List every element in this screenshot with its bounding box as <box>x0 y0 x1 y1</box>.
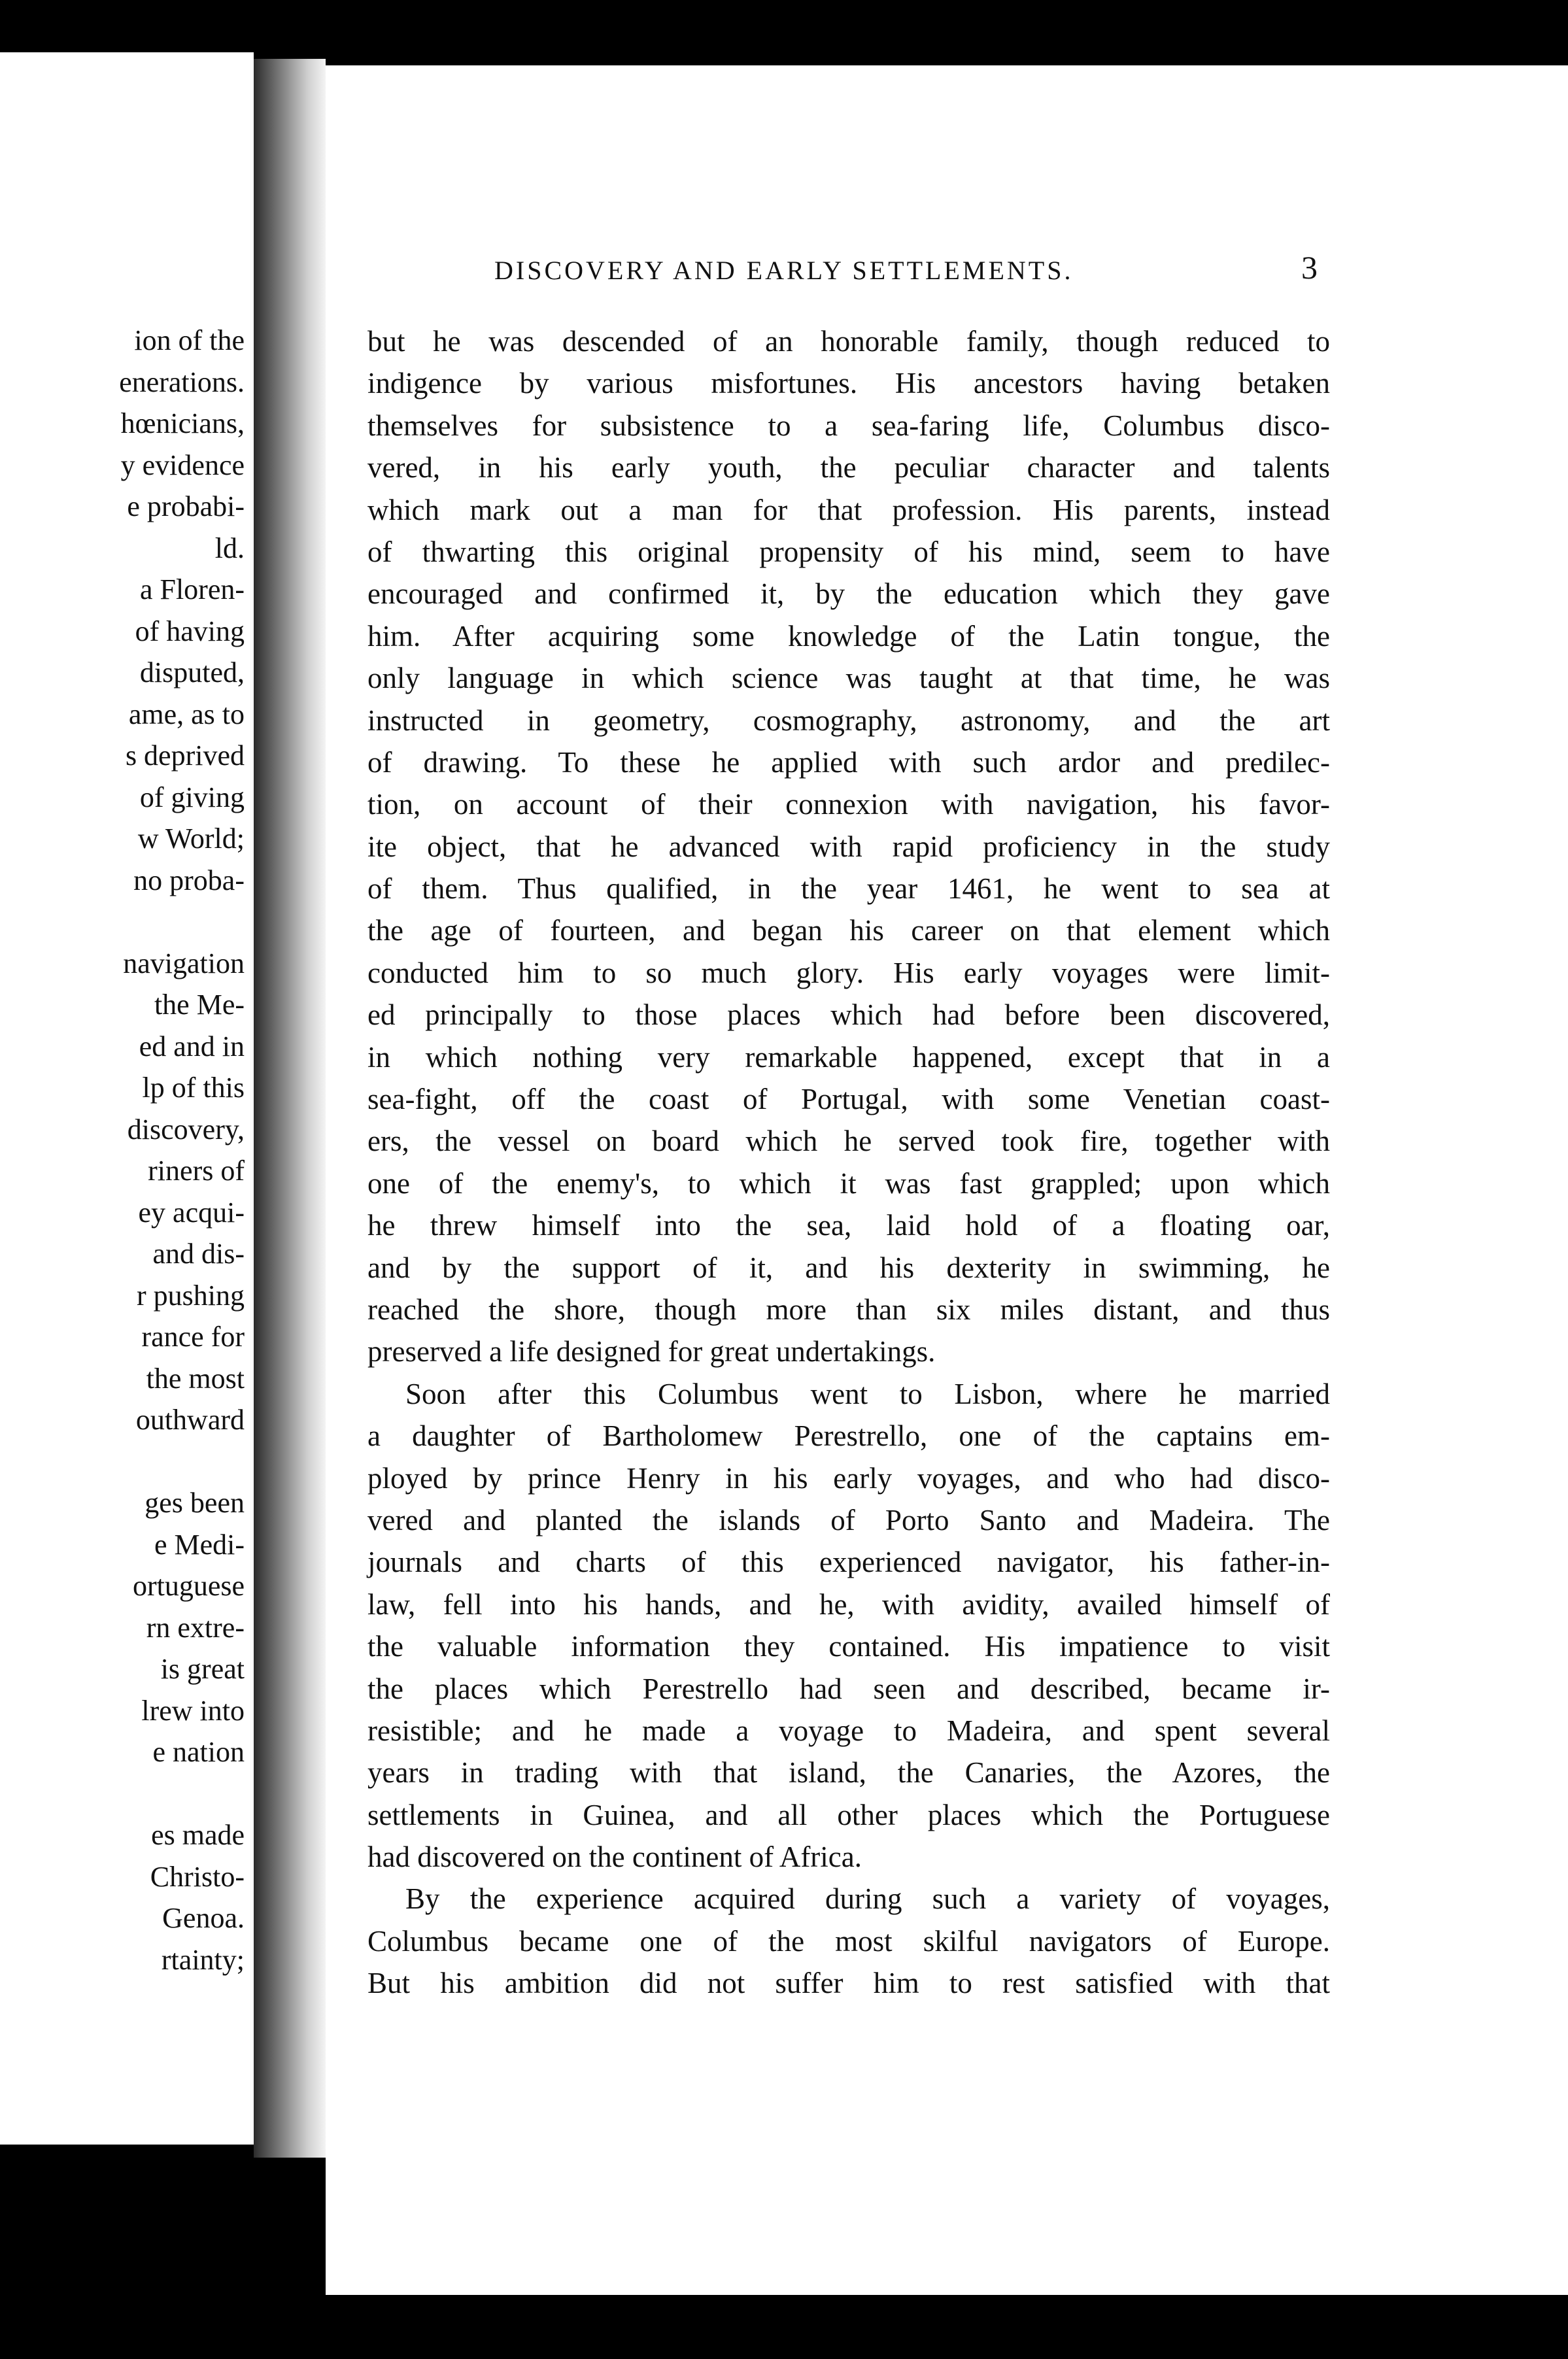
text-line: ers, the vessel on board which he served took fire, together with <box>367 1125 1330 1158</box>
text-line: But his ambition did not suffer him to rest satisfied with that <box>367 1967 1330 2000</box>
facing-page-line: e Medi- <box>154 1528 245 1561</box>
facing-page-line: of having <box>135 615 245 647</box>
facing-page-line: enerations. <box>119 365 245 398</box>
text-line: By the experience acquired during such a variety of voyages, <box>405 1882 1330 1916</box>
text-line: themselves for subsistence to a sea-faring life, Columbus disco- <box>367 409 1330 442</box>
text-line: a daughter of Bartholomew Perestrello, one of the captains em- <box>367 1419 1330 1453</box>
facing-page-line: discovery, <box>127 1113 245 1146</box>
facing-page-line: ges been <box>145 1487 245 1519</box>
paragraph <box>367 1373 1330 1878</box>
text-line: he threw himself into the sea, laid hold of a floating oar, <box>367 1209 1330 1242</box>
text-line: and by the support of it, and his dexterity in swimming, he <box>367 1251 1330 1284</box>
facing-page-line: e nation <box>152 1736 245 1768</box>
running-head: DISCOVERY AND EARLY SETTLEMENTS. <box>494 256 1074 285</box>
facing-page-line: is great <box>160 1653 245 1685</box>
text-line: ed principally to those places which had before been discovered, <box>367 998 1330 1032</box>
text-line: the valuable information they contained. His impatience to visit <box>367 1630 1330 1663</box>
text-line: years in trading with that island, the Canaries, the Azores, the <box>367 1756 1330 1790</box>
text-line: vered and planted the islands of Porto Santo and Madeira. The <box>367 1503 1330 1536</box>
facing-page-line: ion of the <box>134 324 245 356</box>
facing-page-line: riners of <box>148 1155 245 1187</box>
text-line: but he was descended of an honorable family, though reduced to <box>367 325 1330 358</box>
facing-page-line: a Floren- <box>139 573 245 605</box>
facing-page-line: ld. <box>214 532 245 564</box>
text-line: one of the enemy's, to which it was fast grappled; upon which <box>367 1166 1330 1200</box>
facing-page-line: lp of this <box>142 1072 245 1104</box>
facing-page-line: w World; <box>137 823 245 855</box>
text-line: preserved a life designed for great undertakings. <box>367 1335 936 1368</box>
facing-page-line: ed and in <box>139 1030 245 1062</box>
paragraph <box>367 1878 1330 2004</box>
facing-page-line: hœnicians, <box>120 407 245 439</box>
text-line: ployed by prince Henry in his early voyages, and who had disco- <box>367 1461 1330 1495</box>
text-line: vered, in his early youth, the peculiar character and talents <box>367 451 1330 484</box>
text-line: tion, on account of their connexion with navigation, his favor- <box>367 788 1330 821</box>
text-line: the age of fourteen, and began his career on that element which <box>367 914 1330 947</box>
facing-page-line: rance for <box>141 1321 245 1353</box>
facing-page-line: outhward <box>135 1404 245 1436</box>
text-line: of thwarting this original propensity of his mind, seem to have <box>367 535 1330 568</box>
book-gutter <box>254 59 326 2158</box>
text-line: encouraged and confirmed it, by the education which they gave <box>367 577 1330 611</box>
facing-page-line: no proba- <box>133 864 245 896</box>
facing-page-line: rn extre- <box>146 1611 245 1644</box>
text-line: law, fell into his hands, and he, with avidity, availed himself of <box>367 1587 1330 1621</box>
page-number: 3 <box>1301 249 1318 286</box>
facing-page-line: disputed, <box>139 656 245 688</box>
text-line: the places which Perestrello had seen and described, became ir- <box>367 1672 1330 1705</box>
text-line: sea-fight, off the coast of Portugal, with some Venetian coast- <box>367 1083 1330 1116</box>
text-line: ite object, that he advanced with rapid proficiency in the study <box>367 830 1330 863</box>
facing-page <box>0 52 254 2145</box>
facing-page-line: s deprived <box>125 739 245 772</box>
facing-page-line: ame, as to <box>128 698 245 730</box>
text-line: reached the shore, though more than six miles distant, and thus <box>367 1293 1330 1326</box>
text-line: resistible; and he made a voyage to Madeira, and spent several <box>367 1714 1330 1747</box>
facing-page-line: lrew into <box>141 1694 245 1727</box>
facing-page-line: ey acqui- <box>138 1196 245 1229</box>
facing-page-line: of giving <box>139 781 245 813</box>
text-line: which mark out a man for that profession. His parents, instead <box>367 493 1330 526</box>
text-line: settlements in Guinea, and all other places which the Portuguese <box>367 1798 1330 1831</box>
text-line: journals and charts of this experienced navigator, his father-in- <box>367 1546 1330 1579</box>
text-line: indigence by various misfortunes. His ancestors having betaken <box>367 367 1330 400</box>
facing-page-line: es made <box>151 1819 245 1851</box>
text-line: of them. Thus qualified, in the year 1461, he went to sea at <box>367 872 1330 906</box>
facing-page-line: navigation <box>123 947 245 979</box>
facing-page-line: y evidence <box>120 449 245 481</box>
text-line: of drawing. To these he applied with such ardor and predilec- <box>367 745 1330 779</box>
facing-page-line: ortuguese <box>132 1570 245 1602</box>
text-line: Soon after this Columbus went to Lisbon, where he married <box>405 1377 1330 1410</box>
facing-page-line: and dis- <box>152 1238 245 1270</box>
paragraph <box>367 320 1330 1373</box>
facing-page-line: Christo- <box>150 1860 245 1893</box>
text-line: Columbus became one of the most skilful navigators of Europe. <box>367 1924 1330 1958</box>
text-line: instructed in geometry, cosmography, astronomy, and the art <box>367 704 1330 737</box>
text-line: in which nothing very remarkable happened, except that in a <box>367 1040 1330 1074</box>
facing-page-line: the most <box>146 1362 245 1395</box>
text-line: only language in which science was taught at that time, he was <box>367 662 1330 695</box>
facing-page-line: the Me- <box>154 989 245 1021</box>
text-line: had discovered on the continent of Africa. <box>367 1841 862 1874</box>
body-text <box>367 320 1330 2005</box>
facing-page-line: Genoa. <box>162 1902 245 1934</box>
facing-page-line: rtainty; <box>161 1943 245 1976</box>
text-line: conducted him to so much glory. His early voyages were limit- <box>367 956 1330 989</box>
facing-page-line: e probabi- <box>127 490 245 522</box>
text-line: him. After acquiring some knowledge of the Latin tongue, the <box>367 619 1330 653</box>
facing-page-line: r pushing <box>137 1279 245 1312</box>
